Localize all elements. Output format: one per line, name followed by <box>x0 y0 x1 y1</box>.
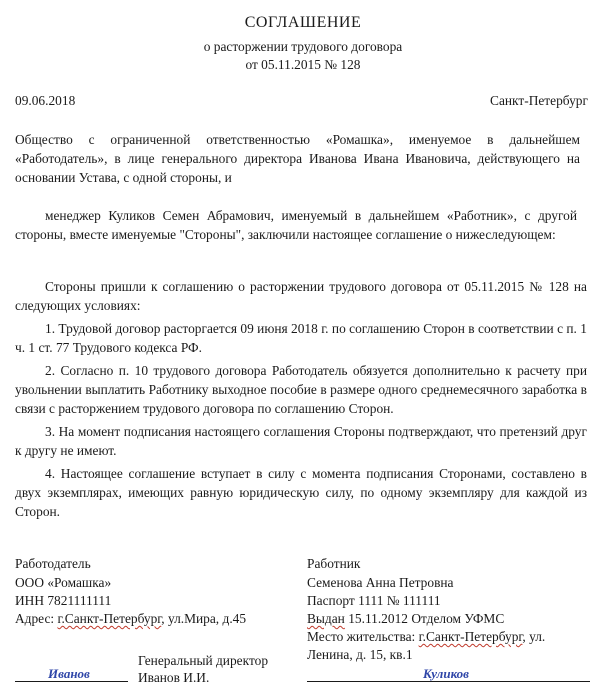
employer-address-prefix: Адрес: <box>15 611 58 626</box>
employee-residence-city: г.Санкт-Петербург <box>418 629 523 644</box>
employee-residence-prefix: Место жительства: <box>307 629 419 644</box>
employer-signature: Иванов <box>48 666 90 681</box>
document-city: Санкт-Петербург <box>490 93 588 108</box>
employee-residence-rest: , ул. <box>522 629 546 644</box>
employee-issued-word: Выдан <box>307 611 345 626</box>
employee-issued-rest: 15.11.2012 Отделом УФМС <box>344 611 505 626</box>
contract-reference: от 05.11.2015 № 128 <box>245 57 361 72</box>
employee-signature: Куликов <box>423 666 469 681</box>
employer-address-city: г.Санкт-Петербург <box>57 611 162 626</box>
employee-passport: Паспорт 1111 № 111111 <box>307 593 441 608</box>
employer-signer-name: Иванов И.И. <box>138 670 210 685</box>
paragraph-employer: Общество с ограниченной ответственностью «Ромашка», именуемое в дальнейшем «Работодатель», в лице генерального директора Иванова Ивана Ивановича, действующего на основании Устава, с одной стороны, и <box>15 132 580 185</box>
employee-issued <box>307 609 504 628</box>
document-subtitle: о расторжении трудового договора <box>203 39 403 54</box>
employer-inn: ИНН 7821111111 <box>15 593 112 608</box>
document-date: 09.06.2018 <box>15 93 76 108</box>
employee-heading: Работник <box>307 556 361 571</box>
condition-item-2: 2. Согласно п. 10 трудового договора Работодатель обязуется дополнительно к расчету при увольнении выплатить Работнику выходное пособие в размере одного среднемесячного заработка в связи с расторжением трудового договора по соглашению Сторон. <box>15 363 587 416</box>
employer-org: ООО «Ромашка» <box>15 575 112 590</box>
employer-position: Генеральный директор <box>138 653 269 668</box>
employee-name: Семенова Анна Петровна <box>307 575 454 590</box>
document-title: СОГЛАШЕНИЕ <box>244 14 362 31</box>
condition-item-3: 3. На момент подписания настоящего соглашения Стороны подтверждают, что претензий друг к другу не имеют. <box>15 424 587 458</box>
paragraph-conditions-intro: Стороны пришли к соглашению о расторжении трудового договора от 05.11.2015 № 128 на следующих условиях: <box>15 279 587 313</box>
condition-item-1: 1. Трудовой договор расторгается 09 июня 2018 г. по соглашению Сторон в соответствии с п. 1 ч. 1 ст. 77 Трудового кодекса РФ. <box>15 321 587 355</box>
employer-address <box>15 609 246 628</box>
employer-address-rest: , ул.Мира, д.45 <box>161 611 247 626</box>
employee-residence <box>307 627 545 646</box>
paragraph-employee: менеджер Куликов Семен Абрамович, именуемый в дальнейшем «Работник», с другой стороны, вместе именуемые "Стороны", заключили настоящее соглашение о нижеследующем: <box>15 208 577 242</box>
employer-signature-line <box>15 681 128 682</box>
employee-residence-line2: Ленина, д. 15, кв.1 <box>307 647 413 662</box>
employee-signature-line <box>307 681 590 682</box>
employer-heading: Работодатель <box>15 556 91 571</box>
condition-item-4: 4. Настоящее соглашение вступает в силу с момента подписания Сторонами, составлено в двух экземплярах, имеющих равную юридическую силу, по одному экземпляру для каждой из Сторон. <box>15 466 587 519</box>
